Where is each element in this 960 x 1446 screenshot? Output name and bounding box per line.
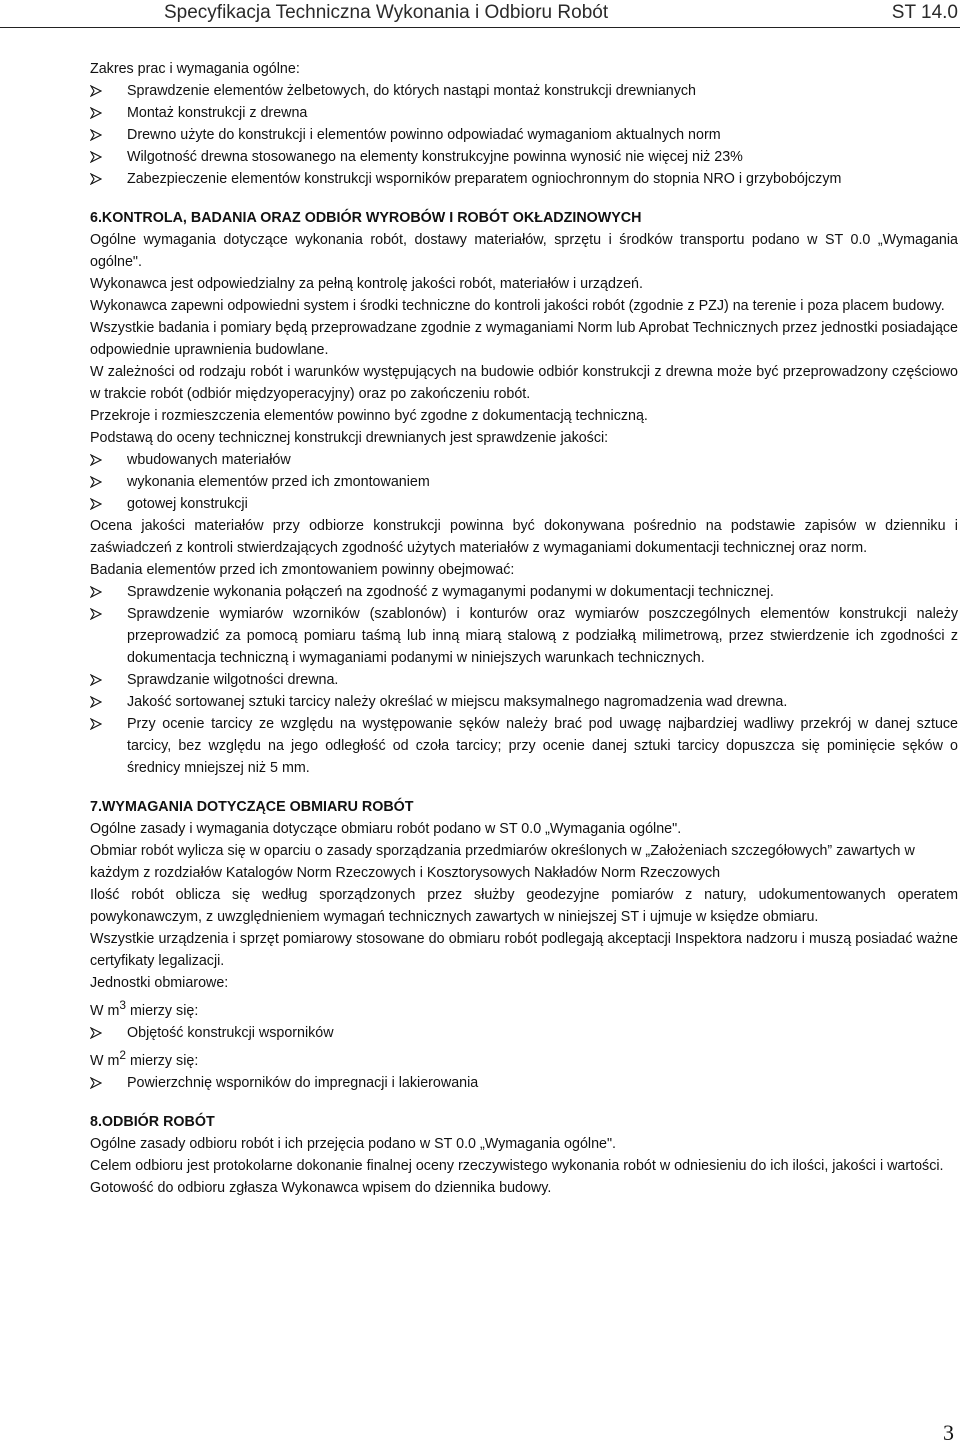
zakres-list [90,80,958,190]
arrow-bullet-icon [90,129,102,141]
list-item: gotowej konstrukcji [90,493,958,515]
list-item: Przy ocenie tarcicy ze względu na występowanie sęków należy brać pod uwagę najbardziej wadliwy przekrój w danej sztuce tarcicy, bez względu na jego odległość od czoła tarcicy; przy ocenie danej sztuki tarcicy dopuszcza się pominięcie sęków o średnicy mniejszej niż 5 mm. [90,713,958,779]
zakres-heading: Zakres prac i wymagania ogólne: [90,61,300,77]
paragraph: Wykonawca jest odpowiedzialny za pełną kontrolę jakości robót, materiałów i urządzeń. [90,276,643,292]
list-item: Sprawdzenie wymiarów wzorników (szablonów) i konturów oraz wymiarów poszczególnych elementów konstrukcji należy przeprowadzić za pomocą pomiaru taśmą lub inną miarą stalową z podziałką milimetrową, przez stwierdzenie ich zgodności z dokumentacja techniczną i wymaganiami podanymi w niniejszych warunkach technicznych. [90,603,958,669]
arrow-bullet-icon [90,674,102,686]
arrow-bullet-icon [90,151,102,163]
list-item: Objętość konstrukcji wsporników [90,1022,958,1044]
list-item: Sprawdzenie elementów żelbetowych, do których nastąpi montaż konstrukcji drewnianych [90,80,958,102]
unit-m3-label: W $m^3$ mierzy się: [90,998,199,1019]
page-number: 3 [943,1420,954,1445]
page-header [0,0,960,28]
paragraph: Badania elementów przed ich zmontowaniem powinny obejmować: [90,562,515,578]
arrow-bullet-icon [90,586,102,598]
paragraph: Ogólne zasady odbioru robót i ich przejęcia podano w ST 0.0 „Wymagania ogólne". [90,1135,617,1152]
arrow-bullet-icon [90,498,102,510]
paragraph: Ocena jakości materiałów przy odbiorze konstrukcji powinna być dokonywana pośrednio na podstawie zapisów w dzienniku i zaświadczeń z kontroli stwierdzających zgodność użytych materiałów z wymaganiami dokumentacji technicznej oraz norm. [90,518,958,556]
list-item: Wilgotność drewna stosowanego na elementy konstrukcyjne powinna wynosić nie więcej niż 23% [90,146,958,168]
list-item: Montaż konstrukcji z drewna [90,102,958,124]
list-item: Zabezpieczenie elementów konstrukcji wsporników preparatem ogniochronnym do stopnia NRO i grzybobójczym [90,168,958,190]
header-spec-code: ST 14.0 [891,2,958,23]
list-item: Jakość sortowanej sztuki tarcicy należy określać w miejscu maksymalnego nagromadzenia wad drewna. [90,691,958,713]
list-item: Sprawdzanie wilgotności drewna. [90,669,958,691]
arrow-bullet-icon [90,696,102,708]
document-body [90,58,958,1199]
unit-m3-list [90,1022,958,1044]
paragraph: Wszystkie urządzenia i sprzęt pomiarowy stosowane do obmiaru robót podlegają akceptacji Inspektora nadzoru i muszą posiadać ważne certyfikaty legalizacji. [90,931,958,969]
element-tests-list [90,581,958,779]
paragraph: Celem odbioru jest protokolarne dokonanie finalnej oceny rzeczywistego wykonania robót w odniesieniu do ich ilości, jakości i wartości. [90,1157,944,1174]
quality-check-list [90,449,958,515]
arrow-bullet-icon [90,85,102,97]
paragraph: Przekroje i rozmieszczenia elementów powinno być zgodne z dokumentacją techniczną. [90,408,648,424]
unit-m2-list [90,1072,958,1094]
paragraph: W zależności od rodzaju robót i warunków występujących na budowie odbiór konstrukcji z drewna może być przeprowadzony częściowo w trakcie robót (odbiór międzyoperacyjny) oraz po zakończeniu robót. [90,364,958,402]
arrow-bullet-icon [90,454,102,466]
arrow-bullet-icon [90,1077,102,1089]
paragraph: Ilość robót oblicza się według sporządzonych przez służby geodezyjne pomiarów z natury, udokumentowanych operatem powykonawczym, z uwzględnieniem wymagań technicznych zawartych w niniejszej ST i ujmuje w księdze obmiaru. [90,887,958,925]
unit-m2-label: W $m^2$ mierzy się: [90,1047,199,1069]
spacer [90,779,958,796]
paragraph: Wykonawca zapewni odpowiedni system i środki techniczne do kontroli jakości robót (zgodnie z PZJ) na terenie i poza placem budowy. [90,298,945,314]
list-item: wbudowanych materiałów [90,449,958,471]
paragraph: Wszystkie badania i pomiary będą przeprowadzane zgodnie z wymaganiami Norm lub Aprobat Technicznych przez jednostki posiadające odpowiednie uprawnienia budowlane. [90,320,958,358]
header-title: Specyfikacja Techniczna Wykonania i Odbioru Robót [164,2,609,23]
arrow-bullet-icon [90,173,102,185]
paragraph: Gotowość do odbioru zgłasza Wykonawca wpisem do dziennika budowy. [90,1179,552,1196]
units-label: Jednostki obmiarowe: [90,975,229,991]
arrow-bullet-icon [90,718,102,730]
list-item: Powierzchnię wsporników do impregnacji i lakierowania [90,1072,958,1094]
arrow-bullet-icon [90,107,102,119]
paragraph: Obmiar robót wylicza się w oparciu o zasady sporządzania przedmiarów określonych w „Założeniach szczegółowych” zawartych w każdym z rozdziałów Katalogów Norm Rzeczowych i Kosztorysowych Nakładów Norm Rzeczowych [90,843,915,881]
arrow-bullet-icon [90,608,102,620]
list-item: Sprawdzenie wykonania połączeń na zgodność z wymaganymi podanymi w dokumentacji technicznej. [90,581,958,603]
list-item: wykonania elementów przed ich zmontowaniem [90,471,958,493]
paragraph: Ogólne zasady i wymagania dotyczące obmiaru robót podano w ST 0.0 „Wymagania ogólne". [90,821,682,837]
spacer [90,190,958,207]
section-6-title: 6.KONTROLA, BADANIA ORAZ ODBIÓR WYROBÓW I ROBÓT OKŁADZINOWYCH [90,210,642,226]
spacer [90,1094,958,1111]
arrow-bullet-icon [90,1027,102,1039]
paragraph: Podstawą do oceny technicznej konstrukcji drewnianych jest sprawdzenie jakości: [90,430,609,446]
section-8-title: 8.ODBIÓR ROBÓT [90,1113,215,1130]
arrow-bullet-icon [90,476,102,488]
paragraph: Ogólne wymagania dotyczące wykonania robót, dostawy materiałów, sprzętu i środków transportu podano w ST 0.0 „Wymagania ogólne". [90,232,958,270]
section-7-title: 7.WYMAGANIA DOTYCZĄCE OBMIARU ROBÓT [90,799,414,815]
list-item: Drewno użyte do konstrukcji i elementów powinno odpowiadać wymaganiom aktualnych norm [90,124,958,146]
